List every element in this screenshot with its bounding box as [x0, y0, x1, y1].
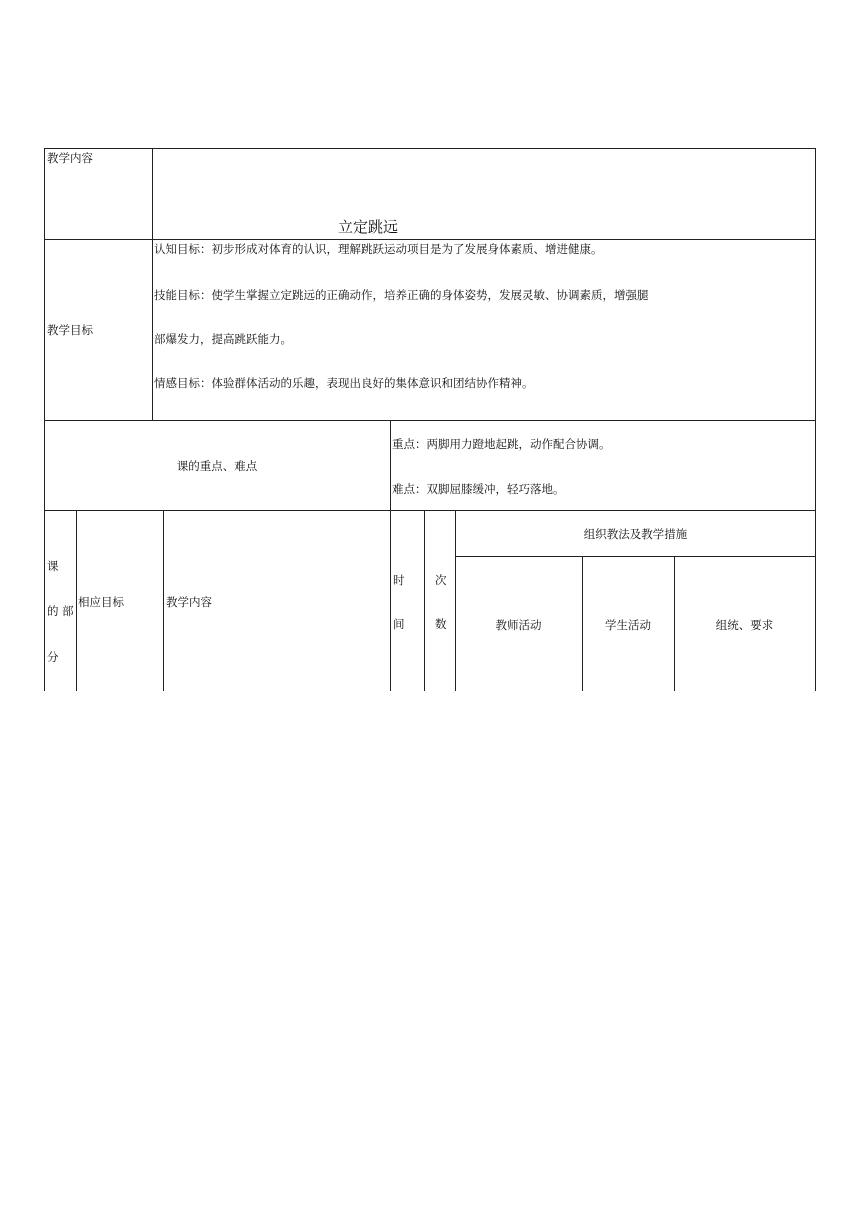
- methods-header: 组织教法及教学措施: [583, 527, 688, 541]
- teacher-activity-header: 教师活动: [495, 618, 542, 632]
- part-header-line3: 分: [47, 650, 59, 664]
- time-header-line1: 时: [393, 573, 405, 587]
- table-left-border: [44, 148, 45, 691]
- table-right-border: [815, 148, 816, 691]
- content-header: 教学内容: [166, 595, 212, 609]
- organization-header: 组统、要求: [715, 618, 774, 632]
- time-header-line2: 间: [393, 617, 405, 631]
- skill-goal-line1: 技能目标：使学生掌握立定跳远的正确动作，培养正确的身体姿势，发展灵敏、协调素质，增强腿: [154, 288, 649, 302]
- methods-subheader-divider: [455, 556, 816, 557]
- emotion-goal: 情感目标：体验群体活动的乐趣，表现出良好的集体意识和团结协作精神。: [154, 376, 534, 390]
- part-header-line2: 的 部: [47, 604, 74, 618]
- key-point: 重点：两脚用力蹬地起跳，动作配合协调。: [392, 437, 611, 451]
- time-column-divider: [424, 510, 425, 691]
- student-activity-header: 学生活动: [605, 618, 651, 632]
- lesson-title: 立定跳远: [338, 218, 399, 236]
- count-header-line2: 数: [435, 617, 447, 631]
- row-divider-goals: [44, 420, 816, 421]
- cognitive-goal: 认知目标：初步形成对体育的认识，理解跳跃运动项目是为了发展身体素质、增进健康。: [154, 242, 603, 256]
- count-header-line1: 次: [435, 573, 447, 587]
- focus-label: 课的重点、难点: [176, 459, 258, 473]
- target-column-divider: [163, 510, 164, 691]
- table-top-border: [44, 148, 816, 149]
- focus-column-divider: [390, 420, 391, 691]
- target-header: 相应目标: [78, 595, 124, 609]
- part-header-line1: 课: [47, 559, 59, 573]
- difficulty-point: 难点：双脚屈膝缓冲，轻巧落地。: [392, 482, 565, 496]
- goals-label: 教学目标: [47, 323, 93, 337]
- skill-goal-line2: 部爆发力，提高跳跃能力。: [154, 332, 292, 346]
- content-label: 教学内容: [47, 151, 93, 165]
- part-column-divider: [76, 510, 77, 691]
- label-column-divider: [152, 148, 153, 420]
- row-divider-focus: [44, 510, 816, 511]
- row-divider-content: [44, 239, 816, 240]
